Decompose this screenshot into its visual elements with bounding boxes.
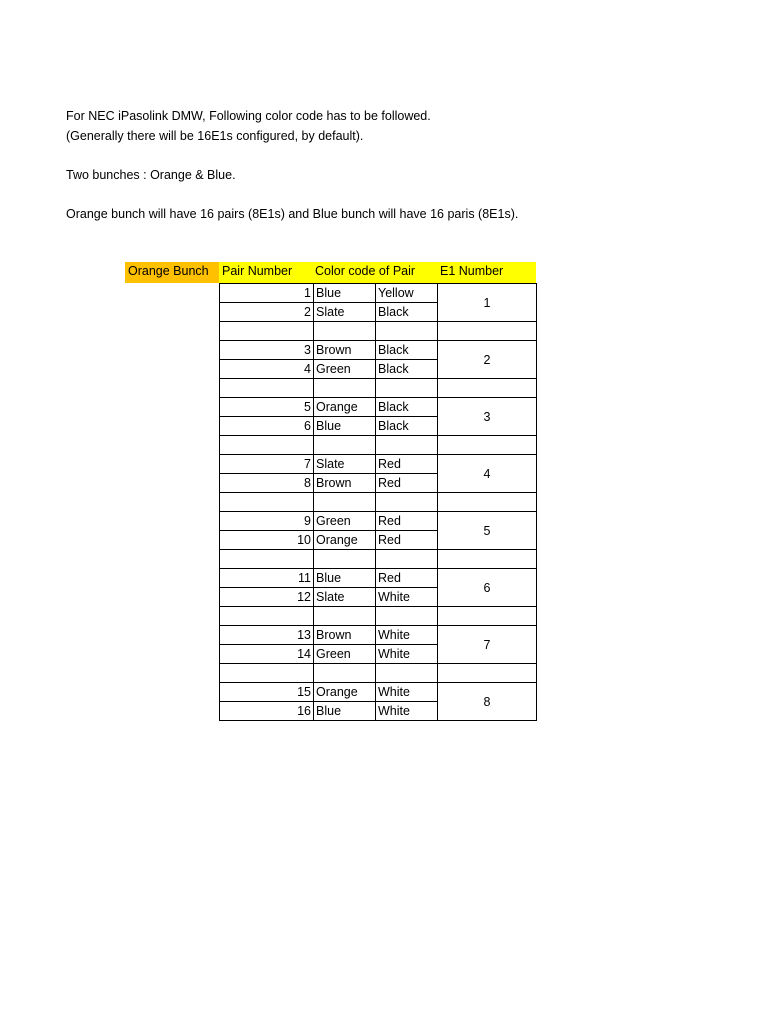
primary-color-cell: Green xyxy=(314,512,376,531)
secondary-color-cell: White xyxy=(376,702,438,721)
secondary-color-cell: Black xyxy=(376,417,438,436)
secondary-color-cell: Yellow xyxy=(376,284,438,303)
primary-color-cell: Blue xyxy=(314,284,376,303)
primary-color-cell: Green xyxy=(314,645,376,664)
secondary-color-cell: Red xyxy=(376,512,438,531)
empty-cell xyxy=(376,379,438,398)
table-row xyxy=(220,626,537,645)
secondary-color-cell: White xyxy=(376,588,438,607)
secondary-color-cell: Black xyxy=(376,360,438,379)
secondary-color-cell: Black xyxy=(376,303,438,322)
color-code-header: Color code of Pair xyxy=(315,264,416,278)
primary-color-cell: Green xyxy=(314,360,376,379)
pair-number-cell: 1 xyxy=(220,284,314,303)
pair-number-cell: 11 xyxy=(220,569,314,588)
primary-color-cell: Slate xyxy=(314,303,376,322)
e1-number-cell: 5 xyxy=(438,512,537,550)
secondary-color-cell: Red xyxy=(376,531,438,550)
table-row xyxy=(220,455,537,474)
primary-color-cell: Brown xyxy=(314,341,376,360)
secondary-color-cell: Black xyxy=(376,398,438,417)
pair-number-cell: 16 xyxy=(220,702,314,721)
empty-cell xyxy=(220,664,314,683)
pair-number-cell: 5 xyxy=(220,398,314,417)
column-header-bar xyxy=(219,262,536,283)
e1-number-cell: 8 xyxy=(438,683,537,721)
empty-cell xyxy=(314,664,376,683)
empty-cell xyxy=(314,322,376,341)
table-row xyxy=(220,569,537,588)
empty-cell xyxy=(438,379,537,398)
pair-number-cell: 9 xyxy=(220,512,314,531)
color-code-table xyxy=(219,283,537,721)
secondary-color-cell: Red xyxy=(376,474,438,493)
secondary-color-cell: White xyxy=(376,645,438,664)
pair-number-cell: 15 xyxy=(220,683,314,702)
empty-cell xyxy=(220,436,314,455)
spacer-row xyxy=(220,664,537,683)
spacer-row xyxy=(220,550,537,569)
empty-cell xyxy=(438,436,537,455)
color-code-table-body xyxy=(220,284,537,721)
e1-number-cell: 4 xyxy=(438,455,537,493)
pair-number-cell: 4 xyxy=(220,360,314,379)
empty-cell xyxy=(438,493,537,512)
empty-cell xyxy=(376,436,438,455)
empty-cell xyxy=(376,550,438,569)
pair-number-cell: 6 xyxy=(220,417,314,436)
intro-line-1: For NEC iPasolink DMW, Following color code has to be followed. xyxy=(66,109,431,123)
secondary-color-cell: White xyxy=(376,626,438,645)
empty-cell xyxy=(314,493,376,512)
e1-number-cell: 7 xyxy=(438,626,537,664)
primary-color-cell: Blue xyxy=(314,417,376,436)
pair-number-cell: 8 xyxy=(220,474,314,493)
pair-number-cell: 3 xyxy=(220,341,314,360)
primary-color-cell: Orange xyxy=(314,398,376,417)
e1-number-cell: 2 xyxy=(438,341,537,379)
spacer-row xyxy=(220,322,537,341)
table-row xyxy=(220,284,537,303)
primary-color-cell: Blue xyxy=(314,569,376,588)
spacer-row xyxy=(220,493,537,512)
primary-color-cell: Orange xyxy=(314,531,376,550)
spacer-row xyxy=(220,607,537,626)
empty-cell xyxy=(220,607,314,626)
empty-cell xyxy=(438,322,537,341)
primary-color-cell: Brown xyxy=(314,626,376,645)
orange-bunch-header: Orange Bunch xyxy=(125,262,219,283)
empty-cell xyxy=(438,607,537,626)
empty-cell xyxy=(314,379,376,398)
intro-line-2: (Generally there will be 16E1s configured, by default). xyxy=(66,129,364,143)
primary-color-cell: Slate xyxy=(314,588,376,607)
empty-cell xyxy=(220,550,314,569)
primary-color-cell: Orange xyxy=(314,683,376,702)
primary-color-cell: Slate xyxy=(314,455,376,474)
empty-cell xyxy=(220,379,314,398)
pair-number-cell: 12 xyxy=(220,588,314,607)
primary-color-cell: Brown xyxy=(314,474,376,493)
secondary-color-cell: Black xyxy=(376,341,438,360)
e1-number-cell: 3 xyxy=(438,398,537,436)
pair-number-cell: 14 xyxy=(220,645,314,664)
pair-number-header: Pair Number xyxy=(222,264,293,278)
empty-cell xyxy=(438,550,537,569)
empty-cell xyxy=(376,493,438,512)
intro-line-4: Orange bunch will have 16 pairs (8E1s) and Blue bunch will have 16 paris (8E1s). xyxy=(66,207,519,221)
empty-cell xyxy=(314,550,376,569)
table-row xyxy=(220,341,537,360)
table-row xyxy=(220,512,537,531)
e1-number-cell: 6 xyxy=(438,569,537,607)
empty-cell xyxy=(376,322,438,341)
pair-number-cell: 13 xyxy=(220,626,314,645)
spacer-row xyxy=(220,436,537,455)
pair-number-cell: 10 xyxy=(220,531,314,550)
primary-color-cell: Blue xyxy=(314,702,376,721)
spacer-row xyxy=(220,379,537,398)
empty-cell xyxy=(438,664,537,683)
empty-cell xyxy=(314,607,376,626)
table-row xyxy=(220,398,537,417)
empty-cell xyxy=(220,322,314,341)
empty-cell xyxy=(376,607,438,626)
e1-number-header: E1 Number xyxy=(440,264,504,278)
secondary-color-cell: Red xyxy=(376,569,438,588)
table-row xyxy=(220,683,537,702)
pair-number-cell: 7 xyxy=(220,455,314,474)
secondary-color-cell: Red xyxy=(376,455,438,474)
empty-cell xyxy=(220,493,314,512)
empty-cell xyxy=(314,436,376,455)
empty-cell xyxy=(376,664,438,683)
intro-line-3: Two bunches : Orange & Blue. xyxy=(66,168,236,182)
pair-number-cell: 2 xyxy=(220,303,314,322)
secondary-color-cell: White xyxy=(376,683,438,702)
e1-number-cell: 1 xyxy=(438,284,537,322)
